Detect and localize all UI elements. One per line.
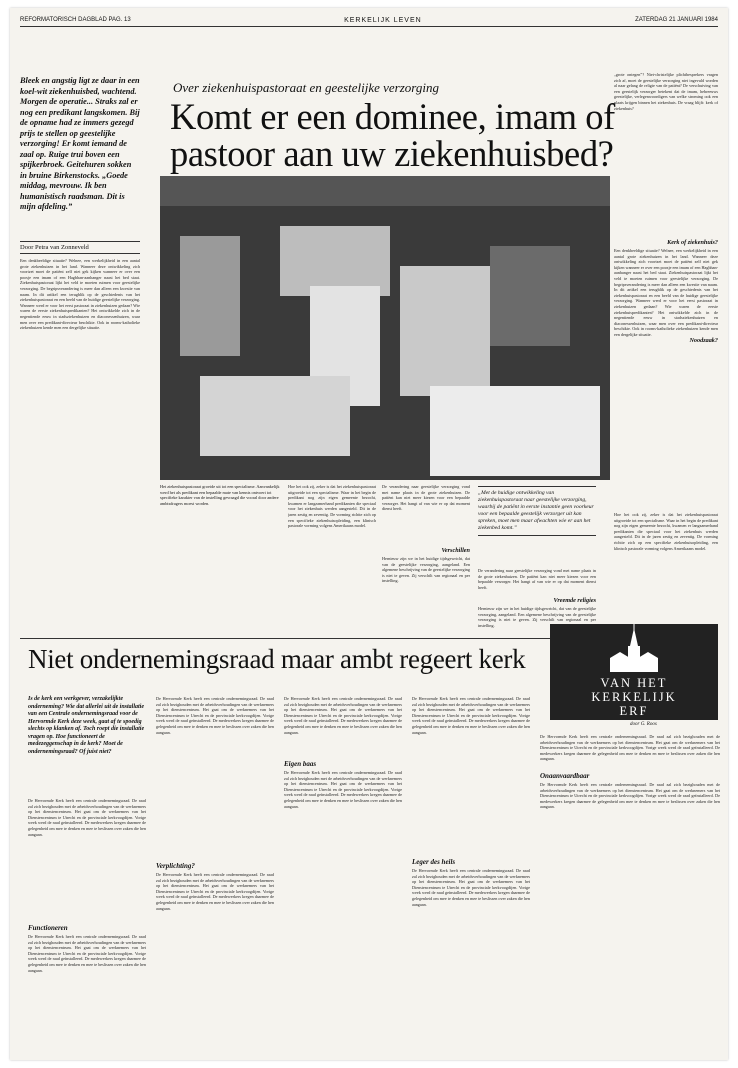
masthead-left: REFORMATORISCH DAGBLAD PAG. 13 <box>20 17 131 23</box>
article-kicker: Over ziekenhuispastoraat en geestelijke verzorging <box>173 80 439 95</box>
subhead-vreemde-religies: Vreemde religies <box>553 597 596 604</box>
article2-body-column-3b: De Hervormde Kerk heeft een centrale ondernemingsraad. De raad zal zich bezighouden met de arbeidsverhoudingen van de werknemers op het dienstencentrum. Het gaat om de werknemers van het Dienstencentrum te Utrecht en de provinciale kerkvoogdijen. Vorige week werd de raad geïnstalleerd. De medewerkers kregen daarmee de gelegenheid om mee te denken en mee te beslissen over zaken die hen aangaan. <box>284 770 402 809</box>
subhead-verschillen: Verschillen <box>441 547 470 554</box>
subhead-functioneren: Functioneren <box>28 924 68 932</box>
article2-body-column-2: De Hervormde Kerk heeft een centrale ondernemingsraad. De raad zal zich bezighouden met de arbeidsverhoudingen van de werknemers op het dienstencentrum. Het gaat om de werknemers van het Dienstencentrum te Utrecht en de provinciale kerkvoogdijen. Vorige week werd de raad geïnstalleerd. De medewerkers kregen daarmee de gelegenheid om mee te denken en mee te beslissen over zaken die hen aangaan. <box>156 696 274 735</box>
newspaper-page <box>10 8 728 1060</box>
logo-line-3: ERF <box>619 704 649 718</box>
headline-line-1: Komt er een dominee, imam of <box>170 96 615 137</box>
article2-body-column-3: De Hervormde Kerk heeft een centrale ondernemingsraad. De raad zal zich bezighouden met de arbeidsverhoudingen van de werknemers op het dienstencentrum. Het gaat om de werknemers van het Dienstencentrum te Utrecht en de provinciale kerkvoogdijen. Vorige week werd de raad geïnstalleerd. De medewerkers kregen daarmee de gelegenheid om mee te denken en mee te beslissen over zaken die hen aangaan. <box>284 696 402 735</box>
byline: Door Petra van Zonneveld <box>20 241 140 254</box>
article-intro: Bleek en angstig ligt ze daar in een koel-wit ziekenhuisbed, wachtend. Morgen de operatie... Straks zal er nog een predikant langskomen. Bij de opname had ze immers gezegd prijs te stellen op geestelijke verzorging! Er komt iemand de zaal op. Ruige trui boven een spijkerbroek. Geitehuren sokken in bruine Birkenstocks. „Goede middag, mevrouw. Ik ben humanistisch raadsman. Dit is mijn afdeling.” <box>20 76 140 211</box>
article2-body-column-5: De Hervormde Kerk heeft een centrale ondernemingsraad. De raad zal zich bezighouden met de arbeidsverhoudingen van de werknemers op het dienstencentrum. Het gaat om de werknemers van het Dienstencentrum te Utrecht en de provinciale kerkvoogdijen. Vorige week werd de raad geïnstalleerd. De medewerkers kregen daarmee de gelegenheid om mee te denken en mee te beslissen over zaken die hen aangaan. <box>540 734 720 762</box>
article-body-column-6: Hernieuw zijn we in het huidige tijdsgewricht, dat van de geestelijke verzorging, aangeland. Een algemene beschrijving van de geestelijke verzorging is niet te geven. Zij verschilt van regionaal en per instelling. <box>478 606 596 628</box>
article2-body-column-4: De Hervormde Kerk heeft een centrale ondernemingsraad. De raad zal zich bezighouden met de arbeidsverhoudingen van de werknemers op het dienstencentrum. Het gaat om de werknemers van het Dienstencentrum te Utrecht en de provinciale kerkvoogdijen. Vorige week werd de raad geïnstalleerd. De medewerkers kregen daarmee de gelegenheid om mee te denken en mee te beslissen over zaken die hen aangaan. <box>412 696 530 735</box>
article-body-column-9: Hoe het ook zij, zeker is dat het ziekenhuispastoraat uitgroeide tot een specialisme. Waar in het begin de predikant nog zijn eigen gemeente bezocht, kwamen er langzamerhand predikanten die speciaal voor het ziekenhuis werden aangesteld. Dit in de jaren zestig en zeventig. De vorming richtte zich op een specifieke ziekenhuisopleiding, een klinisch pastorale vorming volgens Amerikaans model. <box>614 512 718 551</box>
article-body-column-4: Hernieuw zijn we in het huidige tijdsgewricht, dat van de geestelijke verzorging, aangeland. Een algemene beschrijving van de geestelijke verzorging is niet te geven. Zij verschilt van regionaal en per instelling. <box>382 556 470 584</box>
article-body-column-7: „grote ontegen”? Niet-christelijke plichtbesprekers vragen zich af, moet de geestelijke verzorging niet ingevuld worden al naar gelang de religie van de patiënt? De verschuiving van een geestelijk verzorger betekent dat de imam, hebreeuws geestelijke, verlegenwoordigers van welke stroming ook een plaats krijgen binnen het ziekenhuis. De vraag blijft: kerk of ziekenhuis? <box>614 72 718 111</box>
article2-body-column-1: De Hervormde Kerk heeft een centrale ondernemingsraad. De raad zal zich bezighouden met de arbeidsverhoudingen van de werknemers op het dienstencentrum. Het gaat om de werknemers van het Dienstencentrum te Utrecht en de provinciale kerkvoogdijen. Vorige week werd de raad geïnstalleerd. De medewerkers kregen daarmee de gelegenheid om mee te denken en mee te beslissen over zaken die hen aangaan. <box>28 798 146 837</box>
subhead-noodzaak: Noodzaak? <box>689 337 718 344</box>
masthead <box>20 14 718 27</box>
subhead-kerk-of-ziekenhuis: Kerk of ziekenhuis? <box>667 239 718 246</box>
article2-headline: Niet ondernemingsraad maar ambt regeert kerk <box>28 644 526 674</box>
subhead-eigen-baas: Eigen baas <box>284 760 317 768</box>
article-body-column-5: De verandering naar geestelijke verzorging vond met name plaats in de grote ziekenhuizen. De patiënt kan niet meer kiezen voor een bepaalde verzorger. Het hangt af van wie er op dat moment dienst heeft. <box>478 568 596 590</box>
subhead-onaanvaardbaar: Onaanvaardbaar <box>540 772 590 780</box>
article-body-column-1: Een denkbeeldige situatie? Welnee, een werkelijkheid in een aantal grote ziekenhuizen in het land. Wanneer deze ontwikkeling zich voortzet moet de patiënt zelf niet gek kijken wanneer er over een poosje een imam of een Hagbhan-aanhanger naast het bed staat. Ziekenhuispastoraat lijkt het veld te moeten ruimen voor geestelijke verzorging. De begripsverandering is meer dan alleen een kwestie van naam. In dit artikel een terugblik op de geschiedenis van het ziekenhuispastoraat en een beeld van de huidige geestelijke verzorging. Wanneer werd er voor het eerst pastoraat in ziekenhuizen gedaan? Wie waren de eerste ziekenhuispredikanten? Het ontwikkelde zich in de negentiende eeuw in stadsziekenhuizen en diaconessenhuizen, waar men over een predikant-directeur beschikte. Ook in rooms-katholieke ziekenhuizen kende men een dergelijke situatie. <box>20 258 140 331</box>
church-icon <box>550 624 718 674</box>
headline-line-2: pastoor aan uw ziekenhuisbed? <box>170 133 614 174</box>
hospital-ward-photo <box>160 176 610 480</box>
article2-body-column-5b: De Hervormde Kerk heeft een centrale ondernemingsraad. De raad zal zich bezighouden met de arbeidsverhoudingen van de werknemers op het dienstencentrum. Het gaat om de werknemers van het Dienstencentrum te Utrecht en de provinciale kerkvoogdijen. Vorige week werd de raad geïnstalleerd. De medewerkers kregen daarmee de gelegenheid om mee te denken en mee te beslissen over zaken die hen aangaan. <box>540 782 720 810</box>
article2-body-column-4b: De Hervormde Kerk heeft een centrale ondernemingsraad. De raad zal zich bezighouden met de arbeidsverhoudingen van de werknemers op het dienstencentrum. Het gaat om de werknemers van het Dienstencentrum te Utrecht en de provinciale kerkvoogdijen. Vorige week werd de raad geïnstalleerd. De medewerkers kregen daarmee de gelegenheid om mee te denken en mee te beslissen over zaken die hen aangaan. <box>412 868 530 907</box>
logo-author: door G. Roos <box>630 722 657 727</box>
article-headline <box>170 98 615 172</box>
article2-body-column-1b: De Hervormde Kerk heeft een centrale ondernemingsraad. De raad zal zich bezighouden met de arbeidsverhoudingen van de werknemers op het dienstencentrum. Het gaat om de werknemers van het Dienstencentrum te Utrecht en de provinciale kerkvoogdijen. Vorige week werd de raad geïnstalleerd. De medewerkers kregen daarmee de gelegenheid om mee te denken en mee te beslissen over zaken die hen aangaan. <box>28 934 146 973</box>
logo-line-1: VAN HET <box>600 676 668 690</box>
article-body-column-3: De verandering naar geestelijke verzorging vond met name plaats in de grote ziekenhuizen. De patiënt kan niet meer kiezen voor een bepaalde verzorger. Het hangt af van wie er op dat moment dienst heeft. <box>382 484 470 512</box>
article2-body-column-2b: De Hervormde Kerk heeft een centrale ondernemingsraad. De raad zal zich bezighouden met de arbeidsverhoudingen van de werknemers op het dienstencentrum. Het gaat om de werknemers van het Dienstencentrum te Utrecht en de provinciale kerkvoogdijen. Vorige week werd de raad geïnstalleerd. De medewerkers kregen daarmee de gelegenheid om mee te denken en mee te beslissen over zaken die hen aangaan. <box>156 872 274 911</box>
section-title: KERKELIJK LEVEN <box>344 16 422 24</box>
article-body-column-2: Hoe het ook zij, zeker is dat het ziekenhuispastoraat uitgroeide tot een specialisme. Waar in het begin de predikant nog zijn eigen gemeente bezocht, kwamen er langzamerhand predikanten die speciaal voor het ziekenhuis werden aangesteld. Dit in de jaren zestig en zeventig. De vorming richtte zich op een specifieke ziekenhuisopleiding, een klinisch pastorale vorming volgens Amerikaans model. <box>288 484 376 529</box>
article-body-column-8: Een denkbeeldige situatie? Welnee, een werkelijkheid in een aantal grote ziekenhuizen in het land. Wanneer deze ontwikkeling zich voortzet moet de patiënt zelf niet gek kijken wanneer er over een poosje een imam of een Hagbhan-aanhanger naast het bed staat. Ziekenhuispastoraat lijkt het veld te moeten ruimen voor geestelijke verzorging. De begripsverandering is meer dan alleen een kwestie van naam. In dit artikel een terugblik op de geschiedenis van het ziekenhuispastoraat en een beeld van de huidige geestelijke verzorging. Wanneer werd er voor het eerst pastoraat in ziekenhuizen gedaan? Wie waren de eerste ziekenhuispredikanten? Het ontwikkelde zich in de negentiende eeuw in stadsziekenhuizen en diaconessenhuizen, waar men over een predikant-directeur beschikte. Ook in rooms-katholieke ziekenhuizen kende men een dergelijke situatie. <box>614 248 718 337</box>
masthead-date: ZATERDAG 21 JANUARI 1984 <box>635 17 718 23</box>
pull-quote: „Met de huidige ontwikkeling van ziekenhuispastoraat naar geestelijke verzorging, waarbij de patiënt in eerste instantie geen voorkeur voor een bepaalde geestelijk verzorger uit kan spreken, moet men maar afwachten wie er aan het ziekenbed komt.” <box>478 486 596 536</box>
logo-line-2: KERKELIJK <box>591 690 677 704</box>
subhead-leger: Leger des heils <box>412 858 456 866</box>
article2-intro: Is de kerk een werkgever, verzakelijkte onderneming? Wie dat allerlei uit de installatie van een Centrale ondernemingsraad voor de Hervormde Kerk deze week, gaat af te spoedig slechts op klanken af. Toch roept die installatie vragen op. Hoe functioneert de medezeggenschap in de kerk? Moet de ondernemingsraad? Of juist niet? <box>28 696 145 755</box>
subhead-verplichting: Verplichting? <box>156 862 195 870</box>
van-het-kerkelijk-erf-logo <box>550 624 718 720</box>
photo-caption: Het ziekenhuispastoraat groeide uit tot een specialisme. Aanvankelijk werd het als predikant een bepaalde mate van kennis ontvoert tot specifieke karakter van de instelling gevraagd die vooral door andere ambtsdragers moest worden. <box>160 484 280 506</box>
